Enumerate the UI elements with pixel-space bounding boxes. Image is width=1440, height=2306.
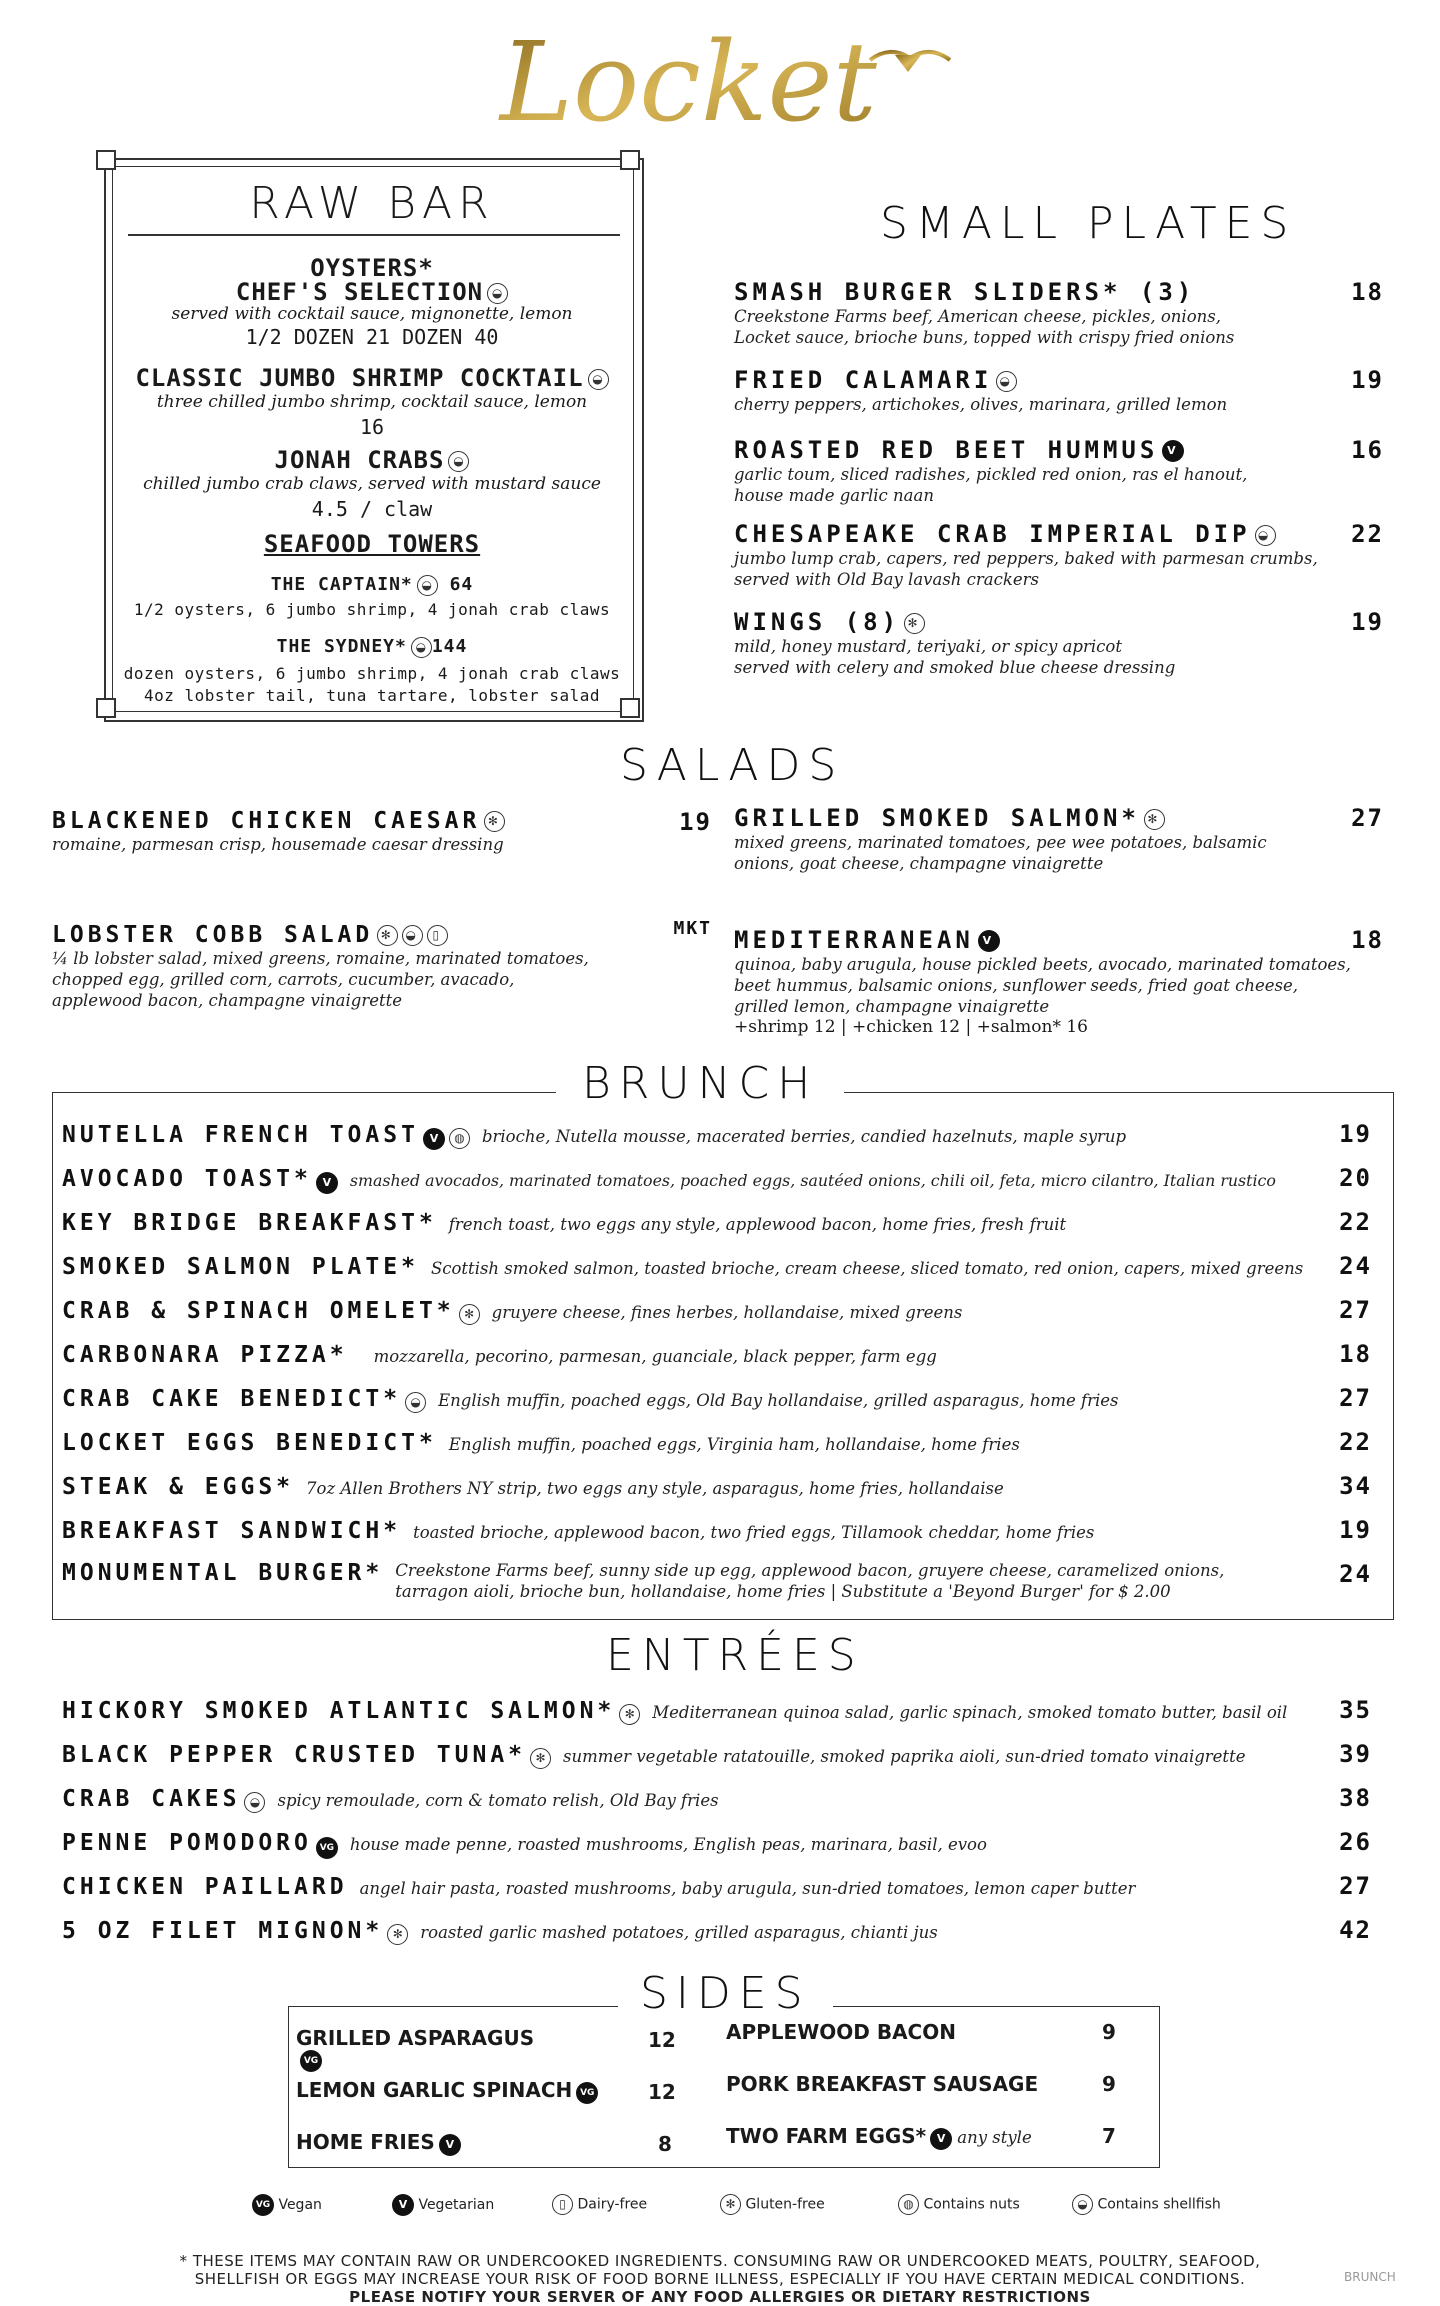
item-name: SMASH BURGER SLIDERS* (3) (734, 278, 1196, 306)
side-item (296, 2130, 556, 2156)
gluten-free-icon: ✻ (377, 925, 398, 946)
brunch-title: BRUNCH (556, 1058, 844, 1109)
brunch-item (62, 1208, 1372, 1252)
item-name: KEY BRIDGE BREAKFAST* (62, 1210, 437, 1236)
sides-title: SIDES (618, 1968, 833, 2019)
salad-item (734, 926, 1384, 1037)
item-name (734, 520, 1384, 548)
item-note: any style (957, 2128, 1032, 2147)
item-name: PORK BREAKFAST SAUSAGE (726, 2072, 1039, 2096)
vegetarian-icon: V (930, 2128, 952, 2150)
raw-bar-title: RAW BAR (249, 178, 495, 229)
brunch-item (62, 1296, 1372, 1340)
item-desc: Scottish smoked salmon, toasted brioche, cream cheese, sliced tomato, red onion, capers, mixed greens (430, 1259, 1304, 1278)
item-name: 5 OZ FILET MIGNON* (62, 1918, 384, 1944)
entree-item (62, 1784, 1372, 1828)
item-desc: ¼ lb lobster salad, mixed greens, romaine, marinated tomatoes, (52, 949, 589, 968)
locket-logo (480, 10, 960, 160)
item-name: CARBONARA PIZZA* (62, 1342, 348, 1368)
captain-price: 64 (449, 574, 474, 595)
gluten-free-icon: ✻ (459, 1304, 480, 1325)
crabs-price: 4.5 / claw (311, 497, 433, 521)
item-price: 19 (1351, 608, 1384, 636)
item-price: 12 (648, 2028, 676, 2052)
item-desc: mixed greens, marinated tomatoes, pee wee potatoes, balsamic (734, 833, 1267, 852)
shrimp-price: 16 (359, 415, 385, 439)
brunch-item (62, 1252, 1372, 1296)
item-price: 8 (658, 2132, 672, 2156)
vegetarian-icon: V (423, 1128, 445, 1150)
oysters-subtitle-text: CHEF'S SELECTION (235, 278, 484, 306)
oysters-title: OYSTERS* (310, 254, 434, 282)
item-price: 35 (1339, 1696, 1372, 1724)
sydney-price: 144 (431, 636, 468, 657)
item-name-text: LOBSTER COBB SALAD (52, 922, 374, 948)
item-name-text: WINGS (8) (734, 608, 901, 636)
item-name: LOCKET EGGS BENEDICT* (62, 1430, 437, 1456)
item-name: APPLEWOOD BACON (726, 2020, 956, 2044)
shellfish-icon: ◒ (487, 283, 508, 304)
item-desc-block (395, 1560, 1312, 1602)
item-desc: brioche, Nutella mousse, macerated berries, candied hazelnuts, maple syrup (481, 1127, 1127, 1146)
item-name: CRAB CAKE BENEDICT* (62, 1386, 402, 1412)
oysters-subtitle (104, 278, 640, 306)
item-price: 16 (1351, 436, 1384, 464)
shellfish-icon: ◒ (405, 1392, 426, 1413)
item-price: 18 (1351, 926, 1384, 954)
divider (128, 234, 620, 236)
entree-item (62, 1696, 1372, 1740)
item-price: 39 (1339, 1740, 1372, 1768)
item-price: 19 (1339, 1516, 1372, 1544)
item-price: MKT (673, 918, 712, 939)
logo-text: Locket (500, 18, 877, 146)
gluten-free-icon: ✻ (720, 2194, 741, 2215)
item-desc: beet hummus, balsamic onions, sunflower seeds, fried goat cheese, (734, 976, 1298, 995)
item-price: 34 (1339, 1472, 1372, 1500)
item-desc: English muffin, poached eggs, Virginia ham, hollandaise, home fries (448, 1435, 1020, 1454)
legend-label: Vegan (278, 2197, 322, 2213)
item-desc: onions, goat cheese, champagne vinaigrette (734, 854, 1104, 873)
item-price: 19 (1339, 1120, 1372, 1148)
item-price: 26 (1339, 1828, 1372, 1856)
legend-gluten-free (716, 2194, 825, 2215)
shellfish-icon: ◒ (417, 575, 438, 596)
gluten-free-icon: ✻ (387, 1924, 408, 1945)
vegetarian-icon: V (316, 1172, 338, 1194)
sydney-desc-2: 4oz lobster tail, tuna tartare, lobster salad (144, 686, 600, 705)
vegan-icon: VG (300, 2050, 322, 2072)
salad-item (52, 918, 712, 1011)
item-desc: roasted garlic mashed potatoes, grilled asparagus, chianti jus (420, 1923, 938, 1942)
item-name: LEMON GARLIC SPINACH (296, 2078, 573, 2102)
nuts-icon: ◍ (449, 1128, 470, 1149)
side-item (296, 2078, 616, 2104)
salad-item (734, 804, 1384, 874)
brunch-item (62, 1340, 1372, 1384)
vegan-icon: VG (576, 2082, 598, 2104)
small-plate-item (734, 520, 1384, 590)
item-name: GRILLED ASPARAGUS (296, 2026, 535, 2050)
item-desc: summer vegetable ratatouille, smoked paprika aioli, sun-dried tomato vinaigrette (563, 1747, 1246, 1766)
item-desc: french toast, two eggs any style, applewood bacon, home fries, fresh fruit (448, 1215, 1067, 1234)
item-name: BREAKFAST SANDWICH* (62, 1518, 402, 1544)
salads-title: SALADS (620, 740, 845, 791)
item-name-text: BLACKENED CHICKEN CAESAR (52, 808, 481, 834)
brunch-item (62, 1120, 1372, 1164)
vegan-icon: VG (316, 1837, 338, 1859)
item-price: 18 (1339, 1340, 1372, 1368)
item-desc: Creekstone Farms beef, American cheese, pickles, onions, (734, 307, 1221, 326)
item-desc: jumbo lump crab, capers, red peppers, baked with parmesan crumbs, (734, 549, 1318, 568)
item-desc: grilled lemon, champagne vinaigrette (734, 997, 1050, 1016)
legend-label: Dairy-free (577, 2196, 648, 2213)
item-desc: cherry peppers, artichokes, olives, marinara, grilled lemon (734, 395, 1228, 414)
legend-dairy-free (548, 2194, 647, 2215)
item-price: 42 (1339, 1916, 1372, 1944)
vegetarian-icon: V (978, 930, 1000, 952)
shellfish-icon: ◒ (448, 451, 469, 472)
legend-label: Contains shellfish (1097, 2196, 1221, 2213)
item-name (734, 366, 1384, 394)
item-price: 18 (1351, 278, 1384, 306)
oysters-price: 1/2 DOZEN 21 DOZEN 40 (245, 325, 499, 349)
shellfish-icon: ◒ (996, 371, 1017, 392)
item-name (734, 926, 1384, 954)
item-desc: quinoa, baby arugula, house pickled beets, avocado, marinated tomatoes, (734, 955, 1351, 974)
jonah-crabs-name (104, 446, 640, 474)
item-price: 27 (1339, 1384, 1372, 1412)
salad-item (52, 808, 712, 855)
item-desc: angel hair pasta, roasted mushrooms, baby arugula, sun-dried tomatoes, lemon caper butter (359, 1879, 1136, 1898)
legend-label: Contains nuts (923, 2196, 1020, 2213)
item-name: AVOCADO TOAST* (62, 1166, 312, 1192)
item-price: 9 (1102, 2020, 1116, 2044)
item-desc: 7oz Allen Brothers NY strip, two eggs any style, asparagus, home fries, hollandaise (306, 1479, 1004, 1498)
item-name (52, 808, 712, 834)
gluten-free-icon: ✻ (904, 613, 925, 634)
item-price: 20 (1339, 1164, 1372, 1192)
small-plate-item (734, 608, 1384, 678)
item-name: HOME FRIES (296, 2130, 435, 2154)
item-name (52, 922, 712, 948)
disclaimer-line-3: PLEASE NOTIFY YOUR SERVER OF ANY FOOD ALLERGIES OR DIETARY RESTRICTIONS (349, 2288, 1091, 2306)
item-price: 19 (679, 808, 712, 836)
side-item (296, 2026, 556, 2072)
dairy-free-icon: ▯ (427, 925, 448, 946)
item-desc: chopped egg, grilled corn, carrots, cucumber, avacado, (52, 970, 515, 989)
item-desc: mozzarella, pecorino, parmesan, guanciale, black pepper, farm egg (373, 1347, 937, 1366)
item-name (734, 608, 1384, 636)
vegetarian-icon: V (1162, 440, 1184, 462)
item-desc: house made garlic naan (734, 486, 934, 505)
legend-vegetarian (388, 2194, 494, 2216)
vegan-icon: VG (252, 2194, 274, 2216)
item-name-text: CHESAPEAKE CRAB IMPERIAL DIP (734, 520, 1251, 548)
brunch-item (62, 1428, 1372, 1472)
entree-item (62, 1828, 1372, 1872)
item-price: 19 (1351, 366, 1384, 394)
vegetarian-icon: V (392, 2194, 414, 2216)
legend-nuts (894, 2194, 1020, 2215)
brunch-item (62, 1560, 1372, 1604)
disclaimer-line-1: * THESE ITEMS MAY CONTAIN RAW OR UNDERCOOKED INGREDIENTS. CONSUMING RAW OR UNDERCOOKED MEATS, POULTRY, SEAFOOD, (179, 2252, 1261, 2270)
legend-label: Vegetarian (418, 2197, 495, 2213)
entree-item (62, 1872, 1372, 1916)
brunch-item (62, 1472, 1372, 1516)
item-price: 7 (1102, 2124, 1116, 2148)
item-price: 24 (1339, 1252, 1372, 1280)
item-desc: Creekstone Farms beef, sunny side up egg, applewood bacon, gruyere cheese, caramelized onions, (395, 1561, 1225, 1580)
shellfish-icon: ◒ (1072, 2194, 1093, 2215)
captain-name-text: THE CAPTAIN* (270, 574, 413, 595)
side-item (726, 2124, 1032, 2150)
item-name: SMOKED SALMON PLATE* (62, 1254, 419, 1280)
sydney-name-text: THE SYDNEY* (276, 636, 407, 657)
sydney-desc-1: dozen oysters, 6 jumbo shrimp, 4 jonah crab claws (123, 664, 621, 683)
item-name: CRAB CAKES (62, 1786, 241, 1812)
small-plate-item (734, 278, 1384, 348)
item-name: CRAB & SPINACH OMELET* (62, 1298, 455, 1324)
item-name: CHICKEN PAILLARD (62, 1874, 348, 1900)
item-desc: applewood bacon, champagne vinaigrette (52, 991, 403, 1010)
frame-corner (96, 150, 116, 170)
shrimp-cocktail-name (104, 364, 640, 392)
small-plate-item (734, 366, 1384, 415)
item-desc: English muffin, poached eggs, Old Bay hollandaise, grilled asparagus, home fries (438, 1391, 1119, 1410)
item-name: TWO FARM EGGS* (726, 2124, 927, 2148)
shellfish-icon: ◒ (1255, 525, 1276, 546)
shrimp-name-text: CLASSIC JUMBO SHRIMP COCKTAIL (135, 364, 584, 392)
legend-label: Gluten-free (745, 2196, 825, 2213)
nuts-icon: ◍ (898, 2194, 919, 2215)
item-price: 24 (1339, 1560, 1372, 1588)
item-name (734, 436, 1384, 464)
shellfish-icon: ◒ (402, 925, 423, 946)
item-desc: garlic toum, sliced radishes, pickled red onion, ras el hanout, (734, 465, 1248, 484)
item-price: 22 (1339, 1208, 1372, 1236)
item-name: STEAK & EGGS* (62, 1474, 295, 1500)
item-desc: served with celery and smoked blue cheese dressing (734, 658, 1176, 677)
item-price: 27 (1351, 804, 1384, 832)
item-price: 38 (1339, 1784, 1372, 1812)
page-tag: BRUNCH (1344, 2270, 1396, 2284)
item-name (734, 804, 1384, 832)
item-desc: smashed avocados, marinated tomatoes, poached eggs, sautéed onions, chili oil, feta, micro cilantro, Italian rustico (349, 1171, 1276, 1190)
item-desc: romaine, parmesan crisp, housemade caesar dressing (52, 835, 504, 854)
shellfish-icon: ◒ (411, 637, 432, 658)
item-name-text: MEDITERRANEAN (734, 926, 974, 954)
item-name: PENNE POMODORO (62, 1830, 312, 1856)
oysters-desc: served with cocktail sauce, mignonette, lemon (171, 304, 573, 324)
item-desc: spicy remoulade, corn & tomato relish, Old Bay fries (277, 1791, 719, 1810)
legend-vegan (248, 2194, 322, 2216)
vegetarian-icon: V (439, 2134, 461, 2156)
seafood-towers-title: SEAFOOD TOWERS (263, 530, 481, 558)
frame-corner (620, 150, 640, 170)
item-name: BLACK PEPPER CRUSTED TUNA* (62, 1742, 527, 1768)
shrimp-desc: three chilled jumbo shrimp, cocktail sauce, lemon (156, 392, 588, 412)
crabs-name-text: JONAH CRABS (274, 446, 445, 474)
item-desc: Locket sauce, brioche buns, topped with crispy fried onions (734, 328, 1235, 347)
sydney-name (104, 636, 640, 658)
entrees-title: ENTRÉES (606, 1630, 864, 1681)
entree-item (62, 1916, 1372, 1960)
item-desc: house made penne, roasted mushrooms, English peas, marinara, basil, evoo (349, 1835, 987, 1854)
item-price: 27 (1339, 1296, 1372, 1324)
entree-item (62, 1740, 1372, 1784)
item-price: 27 (1339, 1872, 1372, 1900)
small-plate-item (734, 436, 1384, 506)
legend-shellfish (1068, 2194, 1221, 2215)
item-price: 12 (648, 2080, 676, 2104)
shellfish-icon: ◒ (588, 369, 609, 390)
gluten-free-icon: ✻ (484, 811, 505, 832)
brunch-item (62, 1516, 1372, 1560)
shellfish-icon: ◒ (244, 1792, 265, 1813)
item-desc: toasted brioche, applewood bacon, two fried eggs, Tillamook cheddar, home fries (413, 1523, 1095, 1542)
gluten-free-icon: ✻ (619, 1704, 640, 1725)
item-name: HICKORY SMOKED ATLANTIC SALMON* (62, 1698, 616, 1724)
dairy-free-icon: ▯ (552, 2194, 573, 2215)
captain-desc: 1/2 oysters, 6 jumbo shrimp, 4 jonah crab claws (133, 600, 611, 619)
item-desc: tarragon aioli, brioche bun, hollandaise, home fries | Substitute a 'Beyond Burger' for $ 2.00 (395, 1582, 1171, 1601)
salad-addons: +shrimp 12 | +chicken 12 | +salmon* 16 (734, 1017, 1088, 1037)
gluten-free-icon: ✻ (530, 1748, 551, 1769)
item-name-text: GRILLED SMOKED SALMON* (734, 804, 1140, 832)
item-name: MONUMENTAL BURGER* (62, 1560, 384, 1586)
item-desc: gruyere cheese, fines herbes, hollandaise, mixed greens (491, 1303, 963, 1322)
item-desc: Mediterranean quinoa salad, garlic spinach, smoked tomato butter, basil oil (652, 1703, 1288, 1722)
gluten-free-icon: ✻ (1144, 809, 1165, 830)
item-price: 22 (1351, 520, 1384, 548)
brunch-item (62, 1384, 1372, 1428)
item-name: NUTELLA FRENCH TOAST (62, 1122, 419, 1148)
raw-bar-inner-frame (112, 166, 634, 712)
brunch-item (62, 1164, 1372, 1208)
small-plates-title: SMALL PLATES (880, 198, 1297, 249)
item-price: 22 (1339, 1428, 1372, 1456)
item-name-text: ROASTED RED BEET HUMMUS (734, 436, 1159, 464)
item-name-text: FRIED CALAMARI (734, 366, 993, 394)
disclaimer-line-2: SHELLFISH OR EGGS MAY INCREASE YOUR RISK OF FOOD BORNE ILLNESS, ESPECIALLY IF YOU HAVE CERTAIN MEDICAL CONDITIONS. (194, 2270, 1246, 2288)
crabs-desc: chilled jumbo crab claws, served with mustard sauce (143, 474, 601, 494)
item-price: 9 (1102, 2072, 1116, 2096)
item-desc: mild, honey mustard, teriyaki, or spicy apricot (734, 637, 1122, 656)
item-desc: served with Old Bay lavash crackers (734, 570, 1039, 589)
captain-name (104, 574, 640, 596)
